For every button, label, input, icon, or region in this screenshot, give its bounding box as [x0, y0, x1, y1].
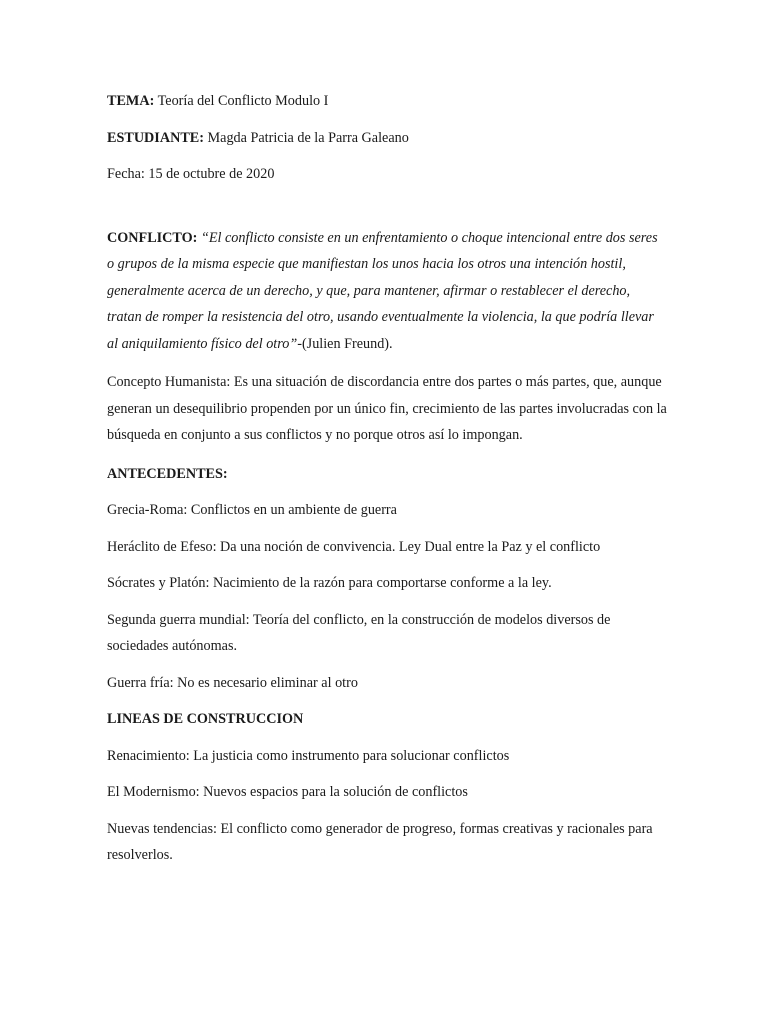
antecedentes-item: Sócrates y Platón: Nacimiento de la razón para comportarse conforme a la ley.	[107, 575, 552, 591]
conflicto-quote: “El conflicto consiste en un enfrentamiento o choque intencional entre dos seres o grupos de la misma especie que manifiestan los unos hacia los otros una intención hostil, generalmente acerca de un derecho, y que, para mantener, afirmar o restablecer el derecho, tratan de romper la resistencia del otro, usando eventualmente la violencia, la que podría llevar al aniquilamiento físico del otro”	[107, 229, 658, 352]
lineas-item: El Modernismo: Nuevos espacios para la solución de conflictos	[107, 784, 468, 800]
tema-line	[107, 88, 667, 115]
antecedentes-item: Guerra fría: No es necesario eliminar al otro	[107, 674, 358, 691]
estudiante-value: Magda Patricia de la Parra Galeano	[207, 129, 409, 146]
estudiante-line	[107, 125, 667, 152]
fecha-line: Fecha: 15 de octubre de 2020	[107, 166, 275, 182]
antecedentes-heading: ANTECEDENTES:	[107, 465, 228, 482]
lineas-heading: LINEAS DE CONSTRUCCION	[107, 711, 304, 727]
conflicto-paragraph	[107, 225, 667, 358]
estudiante-label: ESTUDIANTE:	[107, 129, 204, 146]
antecedentes-item: Grecia-Roma: Conflictos en un ambiente de guerra	[107, 502, 397, 518]
lineas-item: Nuevas tendencias: El conflicto como generador de progreso, formas creativas y racionales para resolverlos.	[107, 820, 653, 863]
tema-value: Teoría del Conflicto Modulo I	[157, 93, 329, 109]
antecedentes-item: Heráclito de Efeso: Da una noción de convivencia. Ley Dual entre la Paz y el conflicto	[107, 538, 601, 555]
conflicto-label: CONFLICTO:	[107, 229, 198, 246]
document-page	[107, 88, 667, 879]
concepto-humanista-paragraph: Concepto Humanista: Es una situación de discordancia entre dos partes o más partes, que, aunque generan un desequilibrio propenden por un único fin, crecimiento de las partes involucradas con la búsqueda en conjunto a sus conflictos y no porque otros así lo impongan.	[107, 374, 667, 443]
tema-label: TEMA:	[107, 93, 155, 109]
lineas-item: Renacimiento: La justicia como instrumento para solucionar conflictos	[107, 747, 510, 764]
conflicto-attribution: -(Julien Freund).	[297, 335, 393, 352]
antecedentes-item: Segunda guerra mundial: Teoría del conflicto, en la construcción de modelos diversos de sociedades autónomas.	[107, 611, 611, 654]
